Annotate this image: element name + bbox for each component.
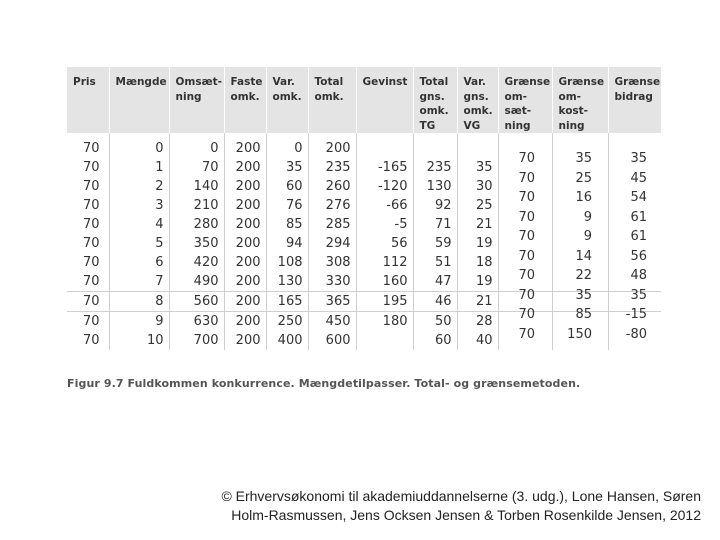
table-cell: 51 [413,253,457,272]
table-cell: 250 [266,312,308,332]
copyright-notice [186,487,701,525]
table-cell: 112 [356,253,413,272]
table-cell: 130 [266,272,308,292]
header-cell: Mængde [109,67,169,133]
table-cell: 47 [413,272,457,292]
marginal-value: 45 [630,170,647,186]
marginal-value: 35 [575,151,592,166]
marginal-value: 54 [630,190,647,205]
table-cell: 9 [109,312,169,332]
table-cell: 195 [356,292,413,312]
table-cell: 71 [413,215,457,234]
table-cell: 25 [457,196,498,215]
table-cell: 700 [169,331,224,350]
marginal-value: 48 [630,268,647,283]
header-cell: Gevinst [356,67,413,133]
marginal-value: 70 [518,248,535,264]
table-cell: 420 [169,253,224,272]
table-cell: 92 [413,196,457,215]
figure-table-region [67,67,661,363]
table-cell: 70 [67,292,109,312]
marginal-value: 70 [518,287,535,303]
table-cell: 200 [224,234,266,253]
copyright-line: © Erhvervsøkonomi til akademiuddannelserne (3. udg.), Lone Hansen, Søren [221,488,701,504]
table-cell: 450 [308,312,356,332]
header-cell: Total gns. omk. TG [413,67,457,133]
table-cell: 200 [224,253,266,272]
table-cell: 0 [109,133,169,158]
marginal-value: 70 [518,307,535,322]
marginal-value: 70 [518,151,535,166]
table-cell: 70 [67,158,109,177]
header-cell: Var. gns. omk. VG [457,67,498,133]
table-cell: 70 [67,177,109,196]
figure-caption: Figur 9.7 Fuldkommen konkurrence. Mængdetilpasser. Total- og grænsemetoden. [67,377,581,390]
table-cell: 35 [457,158,498,177]
table-cell: 70 [67,272,109,292]
header-cell: Faste omk. [224,67,266,133]
table-cell: 200 [224,331,266,350]
table-cell: 350 [169,234,224,253]
table-cell [413,133,457,158]
table-cell: 21 [457,292,498,312]
marginal-column [539,149,592,344]
header-cell: Omsæt- ning [169,67,224,133]
table-cell: 19 [457,234,498,253]
table-cell: 200 [224,133,266,158]
table-cell: 210 [169,196,224,215]
table-cell: 235 [308,158,356,177]
table-cell: 1 [109,158,169,177]
table-cell: 5 [109,234,169,253]
table-cell: 140 [169,177,224,196]
table-cell: 200 [224,177,266,196]
table-cell: 59 [413,234,457,253]
marginal-value: 70 [518,209,535,225]
table-cell: 0 [169,133,224,158]
table-cell: 10 [109,331,169,350]
table-cell: 70 [67,133,109,158]
marginal-value: 25 [575,170,592,186]
table-cell: 7 [109,272,169,292]
marginal-value: 61 [630,209,647,225]
marginal-value: 56 [630,248,647,264]
table-cell: 46 [413,292,457,312]
table-cell: 308 [308,253,356,272]
marginal-value: 35 [630,151,647,166]
table-cell: 285 [308,215,356,234]
table-cell: 60 [266,177,308,196]
header-cell: Grænse om- sæt- ning [498,67,552,133]
table-cell: 28 [457,312,498,332]
table-cell: 76 [266,196,308,215]
table-cell: 630 [169,312,224,332]
marginal-value: 22 [575,268,592,283]
table-cell: 200 [224,312,266,332]
table-cell: 180 [356,312,413,332]
table-cell: 4 [109,215,169,234]
table-cell: 280 [169,215,224,234]
table-cell: 85 [266,215,308,234]
table-cell: 330 [308,272,356,292]
table-cell: 19 [457,272,498,292]
table-cell: 200 [224,158,266,177]
marginal-value: 70 [518,190,535,205]
table-cell: 235 [413,158,457,177]
marginal-value: 85 [575,307,592,322]
table-cell: 260 [308,177,356,196]
table-cell: 365 [308,292,356,312]
table-cell: 6 [109,253,169,272]
table-cell: 8 [109,292,169,312]
copyright-line: Holm-Rasmussen, Jens Ocksen Jensen & Torben Rosenkilde Jensen, 2012 [231,507,701,523]
marginal-value: 35 [630,287,647,303]
table-cell: 490 [169,272,224,292]
table-cell: -66 [356,196,413,215]
marginal-value: 70 [518,170,535,186]
marginal-column [595,149,647,344]
header-row [67,67,661,133]
marginal-value: 16 [575,190,592,205]
table-cell: 56 [356,234,413,253]
table-cell: 60 [413,331,457,350]
table-cell: 600 [308,331,356,350]
header-cell: Var. omk. [266,67,308,133]
table-cell: 70 [67,196,109,215]
table-cell: 50 [413,312,457,332]
marginal-value: 9 [583,209,592,225]
table-cell: 160 [356,272,413,292]
table-cell: 70 [67,234,109,253]
marginal-value: 61 [630,229,647,244]
table-cell: 94 [266,234,308,253]
marginal-value: 70 [518,229,535,244]
table-cell: 70 [67,331,109,350]
table-cell: 21 [457,215,498,234]
table-cell: 35 [266,158,308,177]
table-cell: 108 [266,253,308,272]
table-cell: 200 [308,133,356,158]
table-cell: 276 [308,196,356,215]
table-cell: 294 [308,234,356,253]
table-cell [356,331,413,350]
header-cell: Grænse bidrag [608,67,661,133]
table-cell: 3 [109,196,169,215]
table-cell: 165 [266,292,308,312]
header-cell: Pris [67,67,109,133]
table-cell: 40 [457,331,498,350]
table-cell: -120 [356,177,413,196]
marginal-value: 150 [567,326,592,342]
marginal-value: 70 [518,326,535,342]
table-cell: 70 [169,158,224,177]
marginal-value: 35 [575,287,592,303]
marginal-value: 70 [518,268,535,283]
table-cell: 0 [266,133,308,158]
table-cell: -5 [356,215,413,234]
marginal-value: 9 [583,229,592,244]
table-cell: 560 [169,292,224,312]
marginal-value: -80 [625,326,647,342]
table-cell: 200 [224,292,266,312]
header-cell: Grænse om- kost- ning [552,67,608,133]
header-cell: Total omk. [308,67,356,133]
table-cell: -165 [356,158,413,177]
table-cell: 70 [67,312,109,332]
table-cell: 400 [266,331,308,350]
table-cell: 18 [457,253,498,272]
table-cell: 2 [109,177,169,196]
table-cell: 200 [224,215,266,234]
table-cell: 200 [224,196,266,215]
marginal-column [485,149,535,344]
table-cell: 70 [67,215,109,234]
marginal-value: -15 [625,307,647,322]
table-cell: 30 [457,177,498,196]
marginal-value: 14 [575,248,592,264]
table-cell: 200 [224,272,266,292]
table-cell: 70 [67,253,109,272]
table-cell [356,133,413,158]
table-cell: 130 [413,177,457,196]
